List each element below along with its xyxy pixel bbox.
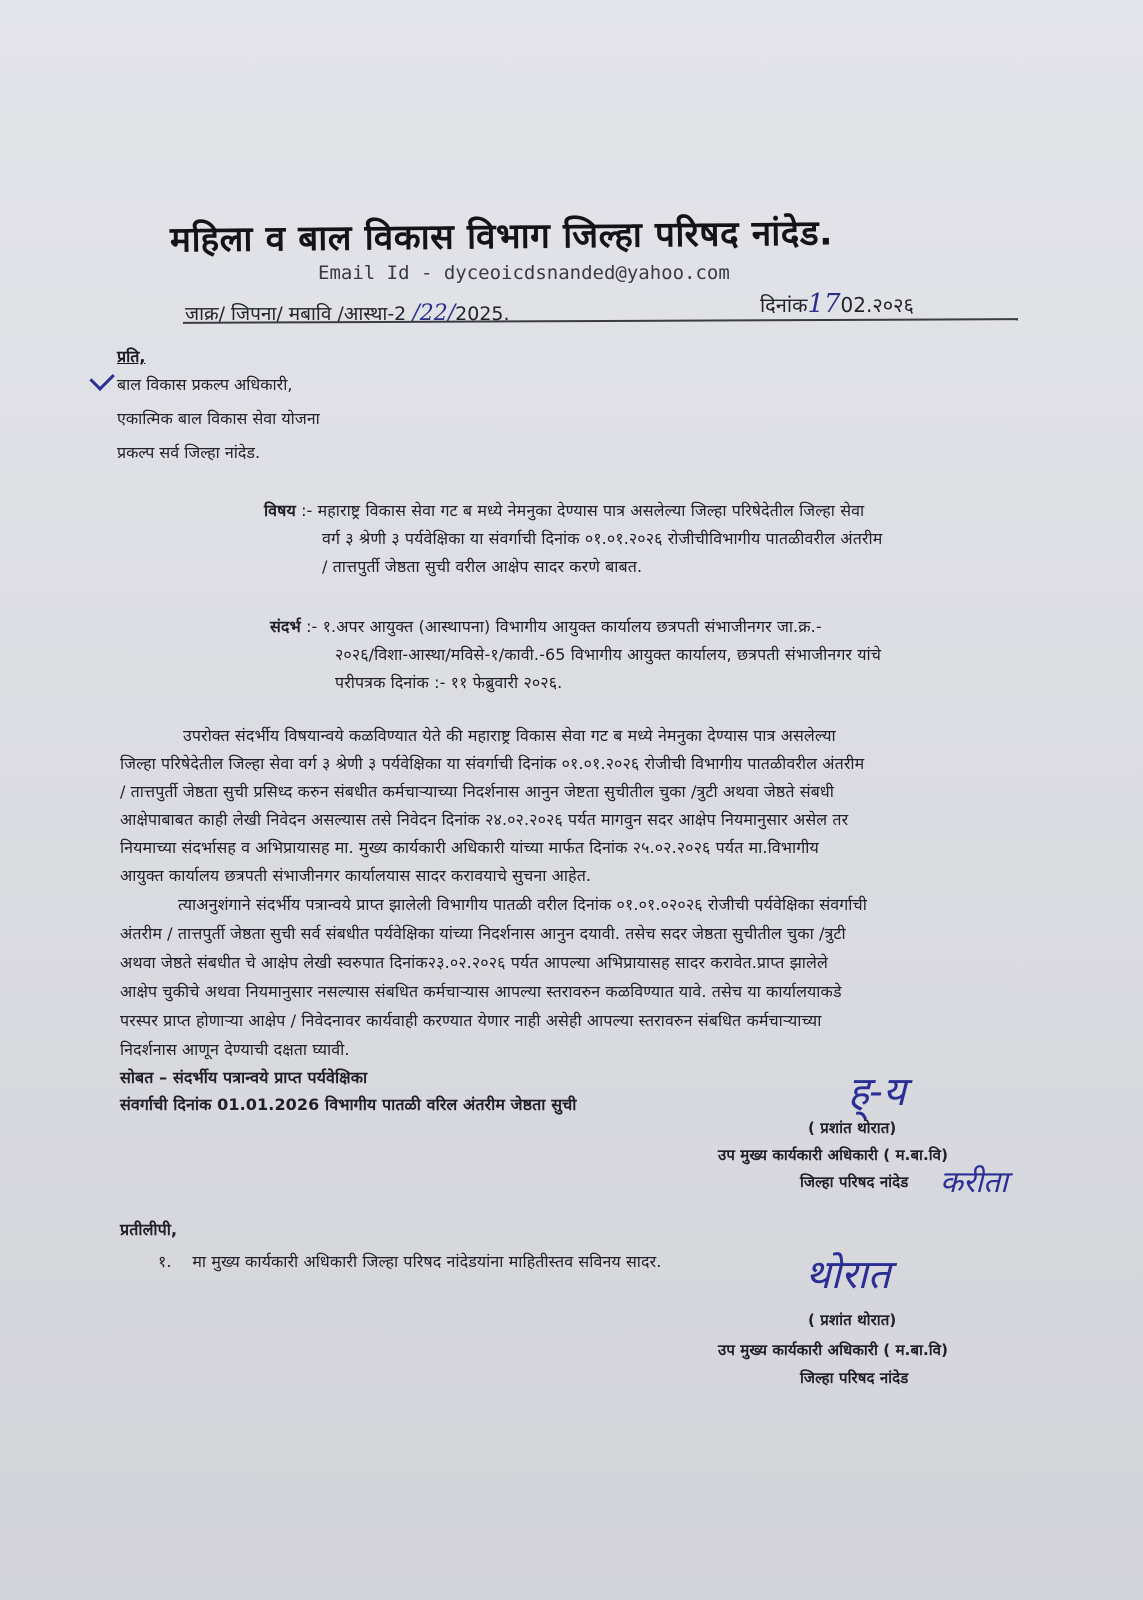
- date-printed: 02.२०२६: [840, 293, 914, 317]
- paragraph1-line: / तात्तपुर्ती जेष्ठता सुची प्रसिध्द करुन संबधीत कर्मचाऱ्याच्या निदर्शनास आनुन जेष्टता सुचीतील चुका /त्रुटी अथवा जेष्ठते संबधी: [120, 782, 835, 801]
- department-heading: महिला व बाल विकास विभाग जिल्हा परिषद नांदेड.: [169, 213, 834, 261]
- paragraph1-line: नियमाच्या संदर्भासह व अभिप्रायासह मा. मुख्य कार्यकारी अधिकारी यांच्या मार्फत दिनांक २५.०२.२०२६ पर्यत मा.विभागीय: [120, 838, 819, 857]
- subject-label: विषय: [264, 501, 296, 520]
- paragraph1-line: आक्षेपाबाबत काही लेखी निवेदन असल्यास तसे निवेदन दिनांक २४.०२.२०२६ पर्यत मागवुन सदर आक्षेप नियमानुसार असेल तर: [120, 810, 849, 829]
- subject-line: वर्ग ३ श्रेणी ३ पर्यवेक्षिका या संवर्गाची दिनांक ०१.०१.२०२६ रोजीचीविभागीय पातळीवरील अंतरीम: [322, 529, 883, 548]
- paragraph2-line: अथवा जेष्ठते संबधीत चे आक्षेप लेखी स्वरुपात दिनांक२३.०२.२०२६ पर्यत आपल्या अभिप्रायासह सादर करावेत.प्राप्त झालेले: [120, 953, 828, 972]
- reference-line: [270, 615, 822, 637]
- signatory-designation-2: उप मुख्य कार्यकारी अधिकारी ( म.बा.वि): [718, 1341, 949, 1359]
- signatory-name-1: ( प्रशांत थोरात): [808, 1119, 897, 1137]
- reference-number-handwritten: /22/: [412, 301, 456, 326]
- handwritten-signature-1: ह्-य: [848, 1069, 906, 1115]
- enclosure-line: संवर्गाची दिनांक 01.01.2026 विभागीय पातळी वरिल अंतरीम जेष्ठता सुची: [120, 1095, 577, 1114]
- addressee-line: एकात्मिक बाल विकास सेवा योजना: [117, 409, 320, 428]
- reference-text: :- १.अपर आयुक्त (आस्थापना) विभागीय आयुक्त कार्यालय छत्रपती संभाजीनगर जा.क्र.-: [306, 617, 822, 636]
- copy-item-text: मा मुख्य कार्यकारी अधिकारी जिल्हा परिषद नांदेडयांना माहितीस्तव सविनय सादर.: [192, 1252, 662, 1271]
- email-line: Email Id - dyceoicdsnanded@yahoo.com: [318, 262, 730, 284]
- copy-item-number: १.: [158, 1252, 172, 1271]
- paragraph1-line: उपरोक्त संदर्भीय विषयान्वये कळविण्यात येते की महाराष्ट्र विकास सेवा गट ब मध्ये नेमनुका देण्यास पात्र असलेल्या: [183, 726, 836, 745]
- reference-line: २०२६/विशा-आस्था/मविसे-१/कावी.-65 विभागीय आयुक्त कार्यालय, छत्रपती संभाजीनगर यांचे: [335, 645, 882, 664]
- handwritten-signature-2: थोरात: [805, 1252, 891, 1298]
- signatory-office-2: जिल्हा परिषद नांदेड: [800, 1369, 909, 1387]
- reference-number-year: 2025.: [455, 303, 510, 325]
- addressee-line: बाल विकास प्रकल्प अधिकारी,: [117, 375, 293, 394]
- signatory-designation-1: उप मुख्य कार्यकारी अधिकारी ( म.बा.वि): [718, 1146, 949, 1164]
- subject-line: / तात्तपुर्ती जेष्ठता सुची वरील आक्षेप सादर करणे बाबत.: [322, 557, 643, 576]
- paragraph1-line: जिल्हा परिषेदेतील जिल्हा सेवा वर्ग ३ श्रेणी ३ पर्यवेक्षिका या संवर्गाची दिनांक ०१.०१.२०२६ रोजीची विभागीय पातळीवरील अंतरीम: [120, 754, 865, 773]
- reference-line: परीपत्रक दिनांक :- ११ फेब्रुवारी २०२६.: [335, 673, 563, 692]
- paragraph2-line: परस्पर प्राप्त होणाऱ्या आक्षेप / निवेदनावर कार्यवाही करण्यात येणार नाही असेही आपल्या स्तरावरुन संबधित कर्मचाऱ्याच्या: [120, 1011, 822, 1030]
- addressee-line: प्रकल्प सर्व जिल्हा नांदेड.: [117, 443, 261, 462]
- subject-text: :- महाराष्ट्र विकास सेवा गट ब मध्ये नेमनुका देण्यास पात्र असलेल्या जिल्हा परिषेदेतील जिल्हा सेवा: [301, 501, 865, 520]
- reference-number-prefix: जाक्र/ जिपना/ मबावि /आस्था-2: [185, 303, 407, 325]
- date-label: दिनांक: [760, 293, 808, 317]
- paragraph2-line: अंतरीम / तात्तपुर्ती जेष्ठता सुची सर्व संबधीत पर्यवेक्षिका यांच्या निदर्शनास आनुन दयावी. तसेच सदर जेष्ठता सुचीतील चुका /त्रुटी: [120, 924, 846, 943]
- handwritten-note: करीता: [940, 1165, 1008, 1200]
- enclosure-line: सोबत – संदर्भीय पत्रान्वये प्राप्त पर्यवेक्षिका: [120, 1068, 368, 1087]
- date-line: [760, 289, 914, 319]
- paragraph2-line: आक्षेप चुकीचे अथवा नियमानुसार नसल्यास संबधित कर्मचाऱ्यास आपल्या स्तरावरुन कळविण्यात यावे. तसेच या कार्यालयाकडे: [120, 982, 842, 1001]
- checkmark-icon: [89, 366, 114, 391]
- date-handwritten: 17: [807, 289, 841, 319]
- signatory-name-2: ( प्रशांत थोरात): [808, 1311, 897, 1329]
- signatory-office-1: जिल्हा परिषद नांदेड: [800, 1173, 909, 1191]
- paragraph2-line: निदर्शनास आणून देण्याची दक्षता घ्यावी.: [120, 1040, 350, 1059]
- paragraph2-line: त्याअनुशंगाने संदर्भीय पत्रान्वये प्राप्त झालेली विभागीय पातळी वरील दिनांक ०१.०१.०२०२६ रोजीची पर्यवेक्षिका संवर्गाची: [178, 895, 867, 914]
- subject-line: [264, 499, 864, 521]
- copy-item: [158, 1250, 661, 1272]
- reference-label: संदर्भ: [270, 617, 301, 636]
- paragraph1-line: आयुक्त कार्यालय छत्रपती संभाजीनगर कार्यालयास सादर करावयाचे सुचना आहेत.: [120, 866, 592, 885]
- addressee-prati: प्रति,: [117, 347, 146, 366]
- copy-heading: प्रतीलीपी,: [120, 1220, 178, 1239]
